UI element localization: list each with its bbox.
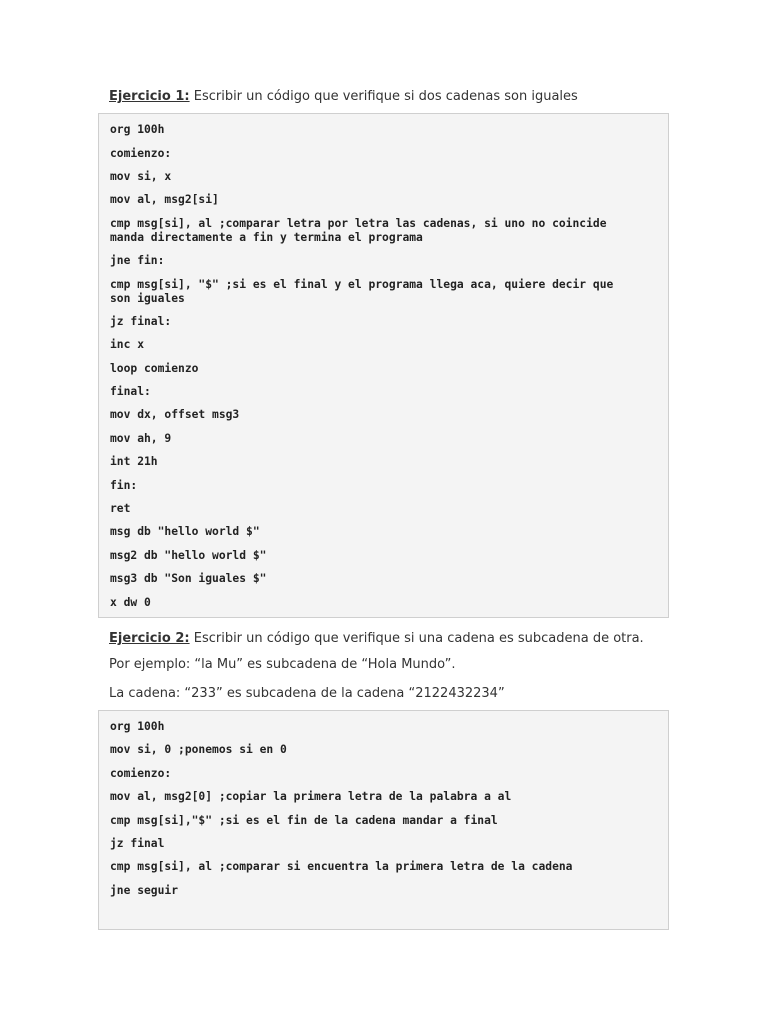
code-line: msg db "hello world $"	[110, 525, 260, 538]
code-line: x dw 0	[110, 596, 151, 609]
code-line: mov al, msg2[0] ;copiar la primera letra de la palabra a al	[110, 790, 512, 803]
code-line: org 100h	[110, 720, 165, 733]
code-line: mov dx, offset msg3	[110, 408, 240, 421]
exercise-2-description: Escribir un código que verifique si una cadena es subcadena de otra.	[189, 631, 644, 646]
code-line: msg2 db "hello world $"	[110, 549, 267, 562]
exercise-1-description: Escribir un código que verifique si dos cadenas son iguales	[189, 89, 578, 104]
code-line: ret	[110, 502, 131, 515]
code-line: mov al, msg2[si]	[110, 193, 219, 206]
code-line: inc x	[110, 338, 145, 351]
code-line: jne fin:	[110, 254, 165, 267]
code-line: mov si, 0 ;ponemos si en 0	[110, 743, 287, 756]
code-line: jne seguir	[110, 884, 179, 897]
exercise-2-heading	[109, 631, 644, 647]
exercise-2-label: Ejercicio 2:	[109, 631, 190, 646]
exercise-2-code-block	[98, 710, 669, 930]
code-line: comienzo:	[110, 147, 172, 160]
code-line: mov si, x	[110, 170, 172, 183]
code-line: jz final	[110, 837, 165, 850]
code-line: cmp msg[si], al ;comparar letra por letra las cadenas, si uno no coincide manda directamente a fin y termina el programa	[110, 217, 607, 244]
code-line: comienzo:	[110, 767, 172, 780]
code-line: msg3 db "Son iguales $"	[110, 572, 267, 585]
code-line: int 21h	[110, 455, 158, 468]
code-line: jz final:	[110, 315, 172, 328]
code-line: org 100h	[110, 123, 165, 136]
exercise-1-code-block	[98, 113, 669, 618]
exercise-1-heading	[109, 89, 578, 105]
code-line: fin:	[110, 479, 138, 492]
code-line: mov ah, 9	[110, 432, 172, 445]
code-line: cmp msg[si],"$" ;si es el fin de la cadena mandar a final	[110, 814, 498, 827]
code-line: cmp msg[si], al ;comparar si encuentra la primera letra de la cadena	[110, 860, 573, 873]
exercise-1-label: Ejercicio 1:	[109, 89, 190, 104]
example-paragraph-1: Por ejemplo: “la Mu” es subcadena de “Hola Mundo”.	[109, 657, 456, 672]
example-paragraph-2: La cadena: “233” es subcadena de la cadena “2122432234”	[109, 686, 505, 701]
code-line: final:	[110, 385, 151, 398]
code-line: loop comienzo	[110, 362, 199, 375]
code-line: cmp msg[si], "$" ;si es el final y el programa llega aca, quiere decir que son iguales	[110, 278, 614, 305]
